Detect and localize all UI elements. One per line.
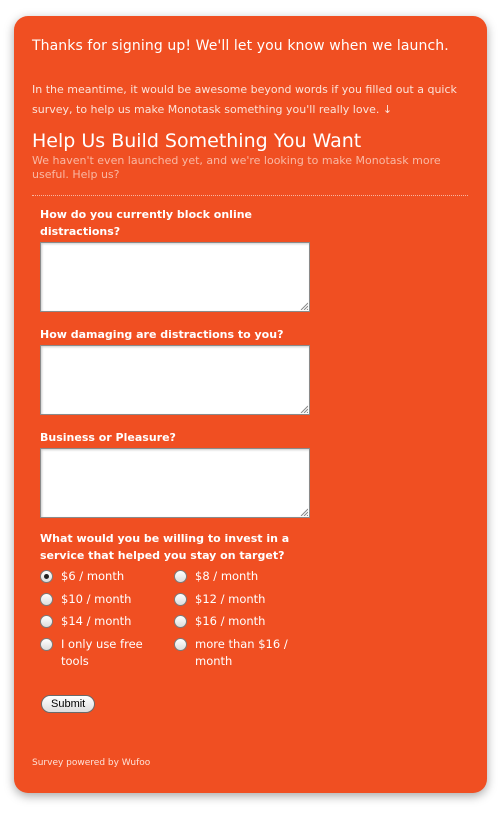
radio-label[interactable]: more than $16 / month xyxy=(195,637,288,668)
intro-text: In the meantime, it would be awesome beyond words if you filled out a quick survey, to help us make Monotask something you'll really love. ↓ xyxy=(32,83,457,116)
radio-option-6-month[interactable] xyxy=(40,568,171,585)
resize-grip-icon[interactable] xyxy=(300,508,308,516)
resize-grip-icon[interactable] xyxy=(300,302,308,310)
thanks-message: Thanks for signing up! We'll let you know when we launch. xyxy=(32,38,449,54)
damaging-distractions-textarea[interactable] xyxy=(40,345,310,415)
radio-button[interactable] xyxy=(174,638,187,651)
form-description: We haven't even launched yet, and we're looking to make Monotask more useful. Help us? xyxy=(32,154,441,181)
submit-button[interactable]: Submit xyxy=(41,695,95,713)
block-distractions-textarea[interactable] xyxy=(40,242,310,312)
business-pleasure-textarea[interactable] xyxy=(40,448,310,518)
radio-option-14-month[interactable] xyxy=(40,613,171,630)
question-label-business-pleasure: Business or Pleasure? xyxy=(40,431,176,444)
question-label-invest: What would you be willing to invest in a service that helped you stay on target? xyxy=(40,532,290,562)
radio-option-more-than-16[interactable] xyxy=(174,636,305,670)
resize-grip-icon[interactable] xyxy=(300,405,308,413)
radio-button[interactable] xyxy=(40,593,53,606)
radio-label[interactable]: $10 / month xyxy=(61,592,132,606)
radio-label[interactable]: $12 / month xyxy=(195,592,266,606)
signup-card xyxy=(14,16,487,793)
radio-button[interactable] xyxy=(40,615,53,628)
radio-label[interactable]: $14 / month xyxy=(61,614,132,628)
radio-option-12-month[interactable] xyxy=(174,591,305,608)
radio-option-10-month[interactable] xyxy=(40,591,171,608)
radio-option-free-tools[interactable] xyxy=(40,636,156,670)
radio-option-8-month[interactable] xyxy=(174,568,305,585)
divider xyxy=(32,195,468,196)
radio-label[interactable]: $6 / month xyxy=(61,569,125,583)
radio-label[interactable]: $8 / month xyxy=(195,569,259,583)
radio-option-16-month[interactable] xyxy=(174,613,305,630)
radio-label[interactable]: $16 / month xyxy=(195,614,266,628)
radio-button[interactable] xyxy=(174,615,187,628)
radio-button[interactable] xyxy=(174,570,187,583)
question-label-block-distractions: How do you currently block online distractions? xyxy=(40,208,253,238)
radio-button-checked[interactable] xyxy=(40,570,53,583)
question-label-damaging: How damaging are distractions to you? xyxy=(40,328,284,341)
powered-by-link[interactable]: Survey powered by Wufoo xyxy=(32,758,151,768)
radio-button[interactable] xyxy=(40,638,53,651)
radio-label[interactable]: I only use free tools xyxy=(61,637,143,668)
radio-button[interactable] xyxy=(174,593,187,606)
form-title: Help Us Build Something You Want xyxy=(32,130,362,152)
